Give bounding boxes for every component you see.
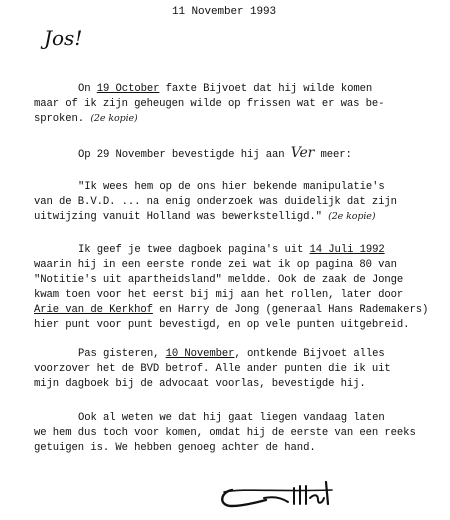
p3-line-3-text: uitwijzing vanuit Holland was bewerkstelligd." xyxy=(34,211,322,223)
p3-line-1: "Ik wees hem op de ons hier bekende manipulatie's xyxy=(78,181,385,193)
p5-text-b: , ontkende Bijvoet alles xyxy=(234,348,385,360)
p3-handwritten-note: (2e kopie) xyxy=(328,211,376,222)
p4-line-5 xyxy=(34,303,428,317)
p1-text: On xyxy=(78,83,97,95)
p1-line-1 xyxy=(78,82,372,96)
p6-line-1: Ook al weten we dat hij gaat liegen vandaag laten xyxy=(78,412,385,424)
handwritten-greeting: Jos! xyxy=(44,26,83,50)
p4-line-6: hier punt voor punt bevestigd, en op vele punten uitgebreid. xyxy=(34,319,410,331)
p5-text-d: , bevestigde hij. xyxy=(259,378,366,390)
p1-handwritten-note: (2e kopie) xyxy=(90,113,138,124)
p4-name-underlined: Arie van de Kerkhof xyxy=(34,304,153,316)
p5-text: Pas gisteren, xyxy=(78,348,166,360)
p4-text: Ik geef je twee dagboek pagina's uit xyxy=(78,244,310,256)
p4-line-3: "Notitie's uit apartheidsland" meldde. Ook de zaak de Jonge xyxy=(34,274,404,286)
p2-handwritten-word: Ver xyxy=(290,145,315,161)
p5-line-3 xyxy=(34,377,366,391)
p5-line-2: voorzover het de BVD betrof. Alle ander punten die ik uit xyxy=(34,363,391,375)
p3-line-2: van de B.V.D. ... na enig onderzoek was duidelijk dat zijn xyxy=(34,196,397,208)
p2-text: Op 29 November bevestigde hij aan xyxy=(78,149,291,161)
p1-text-b: faxte Bijvoet dat hij wilde komen xyxy=(159,83,373,95)
p5-date: 10 November xyxy=(165,348,235,360)
p6-line-3: getuigen is. We hebben genoeg achter de hand. xyxy=(34,442,316,454)
p2-text-b: meer: xyxy=(314,149,352,161)
p1-date: 19 October xyxy=(96,83,160,95)
p6-line-2: we hem dus toch voor komen, omdat hij de eerste van een reeks xyxy=(34,427,416,439)
p4-text-b: en Harry de Jong (generaal Hans Rademakers) xyxy=(152,304,429,316)
p5-line-1 xyxy=(78,347,385,361)
p1-line-3 xyxy=(34,112,138,126)
p4-date: 14 Juli 1992 xyxy=(309,244,385,256)
signature-icon xyxy=(214,476,364,512)
p5-text-c: mijn dagboek bij de advocaat voorlas xyxy=(34,378,260,390)
p4-line-1 xyxy=(78,243,385,257)
p2-line-1 xyxy=(78,146,352,162)
p1-line-3-text: sproken. xyxy=(34,113,85,125)
p4-line-4: kwam toen voor het eerst bij mij aan het rollen, later door xyxy=(34,289,404,301)
p3-line-3 xyxy=(34,210,375,224)
letter-date: 11 November 1993 xyxy=(172,6,277,18)
p4-line-2: waarin hij in een eerste ronde zei wat ik op pagina 80 van xyxy=(34,259,397,271)
p1-line-2: maar of ik zijn geheugen wilde op frissen wat er was be- xyxy=(34,98,385,110)
